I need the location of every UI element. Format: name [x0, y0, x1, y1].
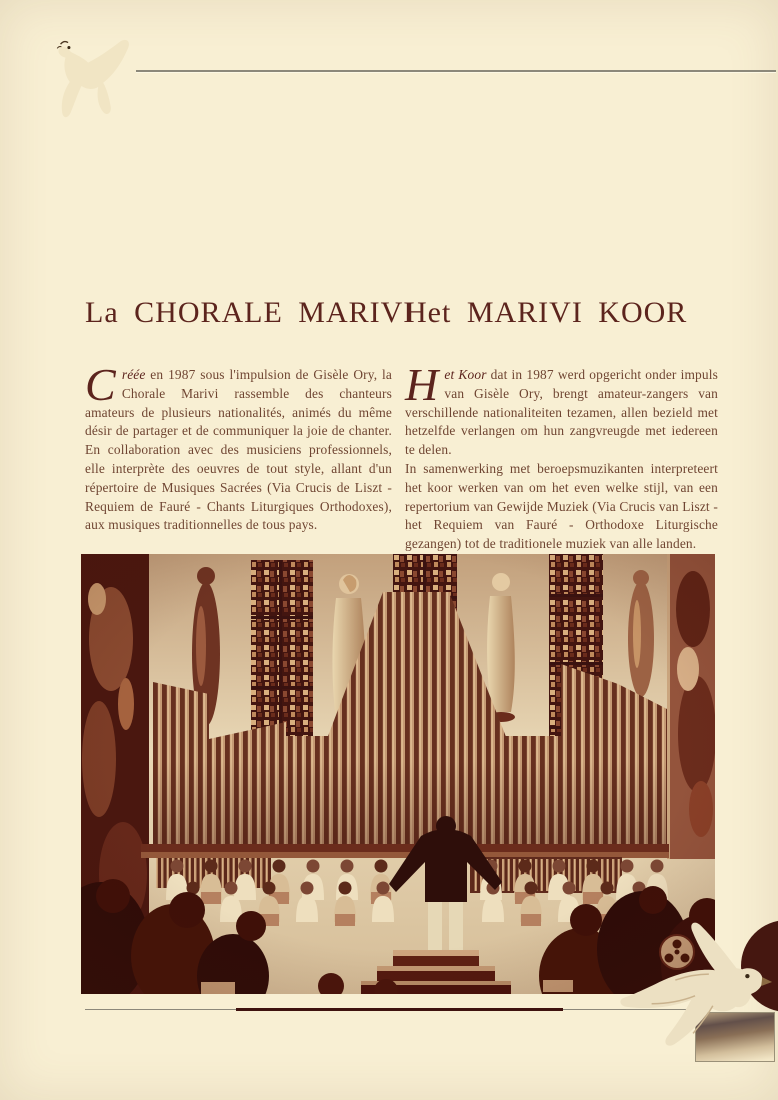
- top-rule: [136, 70, 776, 72]
- lead-italic-dutch: et Koor: [444, 367, 487, 382]
- paragraph-french: [85, 359, 392, 535]
- dove-icon: [620, 920, 778, 1050]
- body-text-dutch: dat in 1987 werd opgericht onder impuls van Gisèle Ory, brengt amateur-zangers van verschillende nationaliteiten tezamen, allen bezield met hetzelfde verlangen om hun zangvreugde met iedereen te delen.: [405, 367, 718, 458]
- body-text-french: en 1987 sous l'impulsion de Gisèle Ory, la Chorale Marivi rassemble des chanteurs amateurs de plusieurs nationalités, animés du même désir de partager et de communiquer la joie de chanter. En collaboration avec des musiciens professionnels, elle interprète des oeuvres de tout style, allant d'un répertoire de Musiques Sacrées (Via Crucis de Liszt - Requiem de Fauré - Chants Liturgiques Orthodoxes), aux musiques traditionnelles de tous pays.: [85, 367, 392, 533]
- dove-icon: [52, 30, 136, 122]
- bottom-rule-thin-left: [85, 1009, 236, 1010]
- lead-italic-french: réée: [121, 367, 146, 382]
- heading-dutch: Het MARIVI KOOR: [405, 296, 688, 329]
- bottom-rule-thick: [236, 1008, 563, 1011]
- dropcap-french: C: [85, 359, 116, 410]
- body-text-dutch-2: In samenwerking met beroepsmuzikanten interpreteert het koor werken van om het even welke stijl, van een repertorium van Gewijde Muziek (Via Crucis van Liszt - het Requiem van Fauré - Orthodoxe Liturgische gezangen) tot de traditionele muziek van alle landen.: [405, 460, 718, 552]
- heading-french: La CHORALE MARIVI: [85, 296, 415, 329]
- paragraph-dutch: [405, 359, 718, 554]
- dropcap-dutch: H: [405, 359, 439, 410]
